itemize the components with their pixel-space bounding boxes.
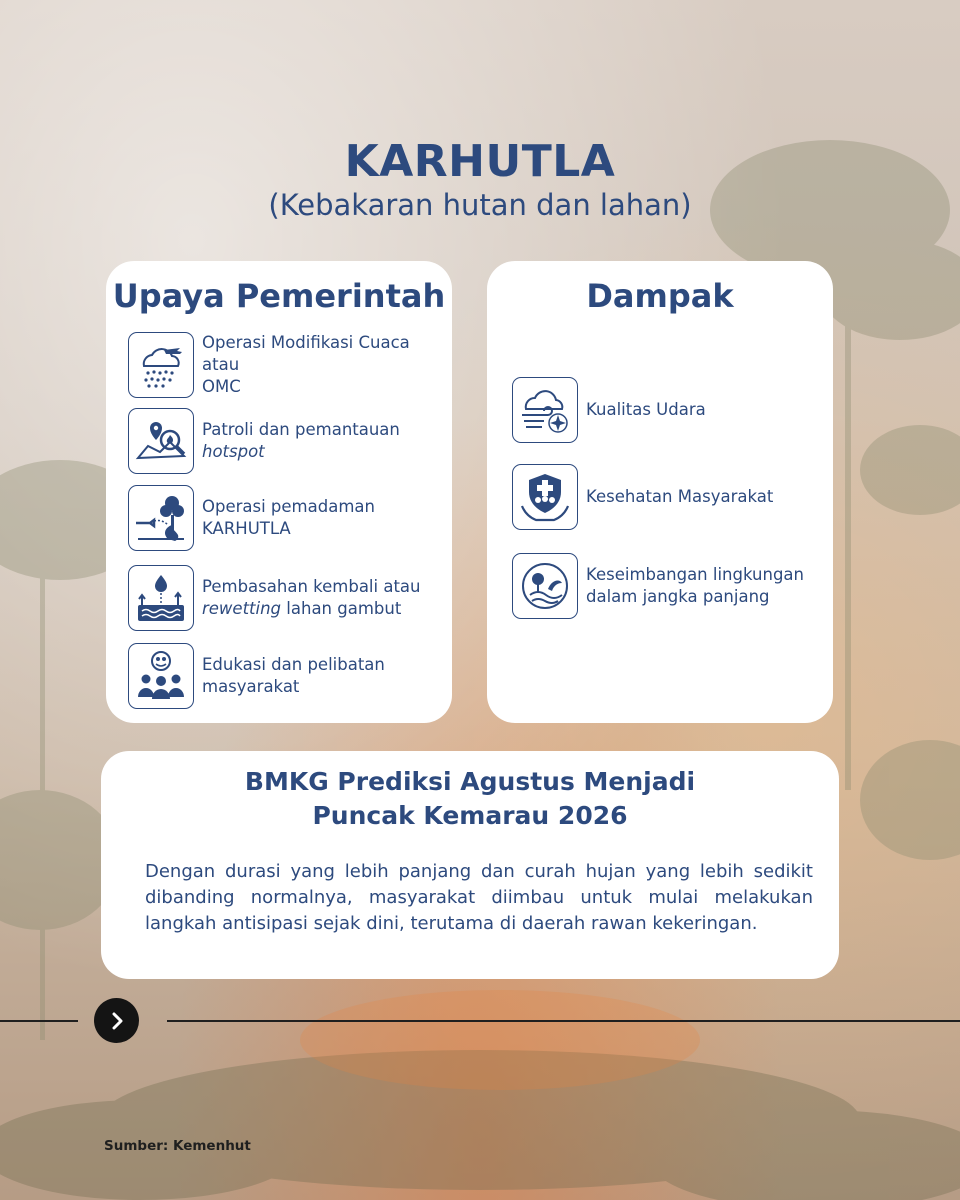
upaya-heading: Upaya Pemerintah xyxy=(112,277,446,315)
air-quality-cloud-icon xyxy=(512,377,578,443)
hose-tree-fire-icon xyxy=(128,485,194,551)
list-item-omc xyxy=(128,332,452,398)
page-title: KARHUTLA xyxy=(344,136,616,187)
divider-right xyxy=(167,1020,960,1022)
dampak-card xyxy=(487,261,833,723)
bmkg-prediction-card xyxy=(101,751,839,979)
water-drop-peatland-icon xyxy=(128,565,194,631)
cloud-seeding-plane-icon xyxy=(128,332,194,398)
environment-balance-icon xyxy=(512,553,578,619)
item-label: Patroli dan pemantauan hotspot xyxy=(202,420,400,461)
item-label: Pembasahan kembali atau rewetting lahan gambut xyxy=(202,577,421,618)
item-label: Operasi Modifikasi Cuaca atau OMC xyxy=(202,333,410,396)
item-label: Kualitas Udara xyxy=(586,400,706,419)
list-item-rewetting xyxy=(128,565,421,631)
item-label: Edukasi dan pelibatan masyarakat xyxy=(202,655,385,696)
item-label: Keseimbangan lingkungan dalam jangka panjang xyxy=(586,565,804,606)
item-label: Kesehatan Masyarakat xyxy=(586,487,774,506)
source-credit: Sumber: Kemenhut xyxy=(104,1138,251,1154)
list-item-pemadaman xyxy=(128,485,375,551)
community-group-icon xyxy=(128,643,194,709)
list-item-kualitas-udara xyxy=(512,377,706,443)
list-item-keseimbangan xyxy=(512,553,804,619)
health-shield-icon xyxy=(512,464,578,530)
item-label: Operasi pemadaman KARHUTLA xyxy=(202,497,375,538)
bmkg-body: Dengan durasi yang lebih panjang dan curah hujan yang lebih sedikit dibanding normalnya, masyarakat diimbau untuk mulai melakukan langkah antisipasi sejak dini, terutama di daerah rawan kekeringan. xyxy=(145,861,813,934)
map-magnifier-fire-icon xyxy=(128,408,194,474)
next-slide-button[interactable] xyxy=(94,998,139,1043)
dampak-heading: Dampak xyxy=(586,277,734,315)
upaya-pemerintah-card xyxy=(106,261,452,723)
list-item-edukasi xyxy=(128,643,385,709)
page-subtitle: (Kebakaran hutan dan lahan) xyxy=(268,188,692,222)
chevron-right-icon xyxy=(107,1011,127,1031)
list-item-kesehatan xyxy=(512,464,773,530)
bmkg-title: BMKG Prediksi Agustus Menjadi Puncak Kemarau 2026 xyxy=(244,767,696,830)
divider-left xyxy=(0,1020,78,1022)
list-item-patroli xyxy=(128,408,400,474)
